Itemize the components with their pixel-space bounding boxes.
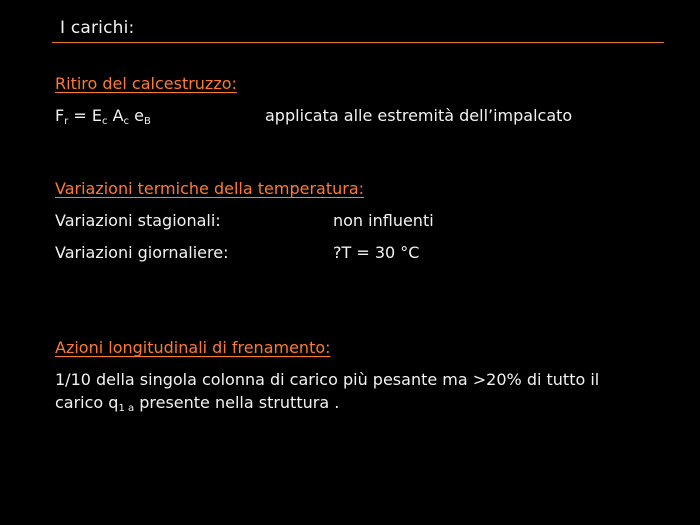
daily-value: ?T = 30 °C xyxy=(333,243,420,262)
heading-ritiro: Ritiro del calcestruzzo: xyxy=(55,74,237,93)
shrinkage-formula xyxy=(55,106,151,127)
braking-text-prefix: carico q xyxy=(55,393,119,412)
seasonal-value: non influenti xyxy=(333,211,434,230)
heading-frenamento: Azioni longitudinali di frenamento: xyxy=(55,338,331,357)
formula-e: e xyxy=(129,106,144,125)
daily-label: Variazioni giornaliere: xyxy=(55,243,229,262)
formula-F-sub: r xyxy=(64,116,69,127)
formula-e-sub: B xyxy=(143,116,151,127)
formula-E-sub: c xyxy=(102,116,108,127)
braking-text-suffix: presente nella struttura . xyxy=(134,393,340,412)
braking-text-line1: 1/10 della singola colonna di carico più pesante ma >20% di tutto il xyxy=(55,370,600,389)
formula-F: F xyxy=(55,106,65,125)
formula-A-sub: c xyxy=(123,116,130,127)
heading-termiche: Variazioni termiche della temperatura: xyxy=(55,179,365,198)
formula-A: A xyxy=(107,106,124,125)
braking-text-sub: 1 a xyxy=(118,403,135,414)
braking-text-line2 xyxy=(55,393,339,414)
formula-E: = E xyxy=(68,106,103,125)
formula-note: applicata alle estremità dell’impalcato xyxy=(265,106,573,125)
seasonal-label: Variazioni stagionali: xyxy=(55,211,221,230)
title-divider xyxy=(52,42,664,43)
slide-title: I carichi: xyxy=(60,18,135,38)
